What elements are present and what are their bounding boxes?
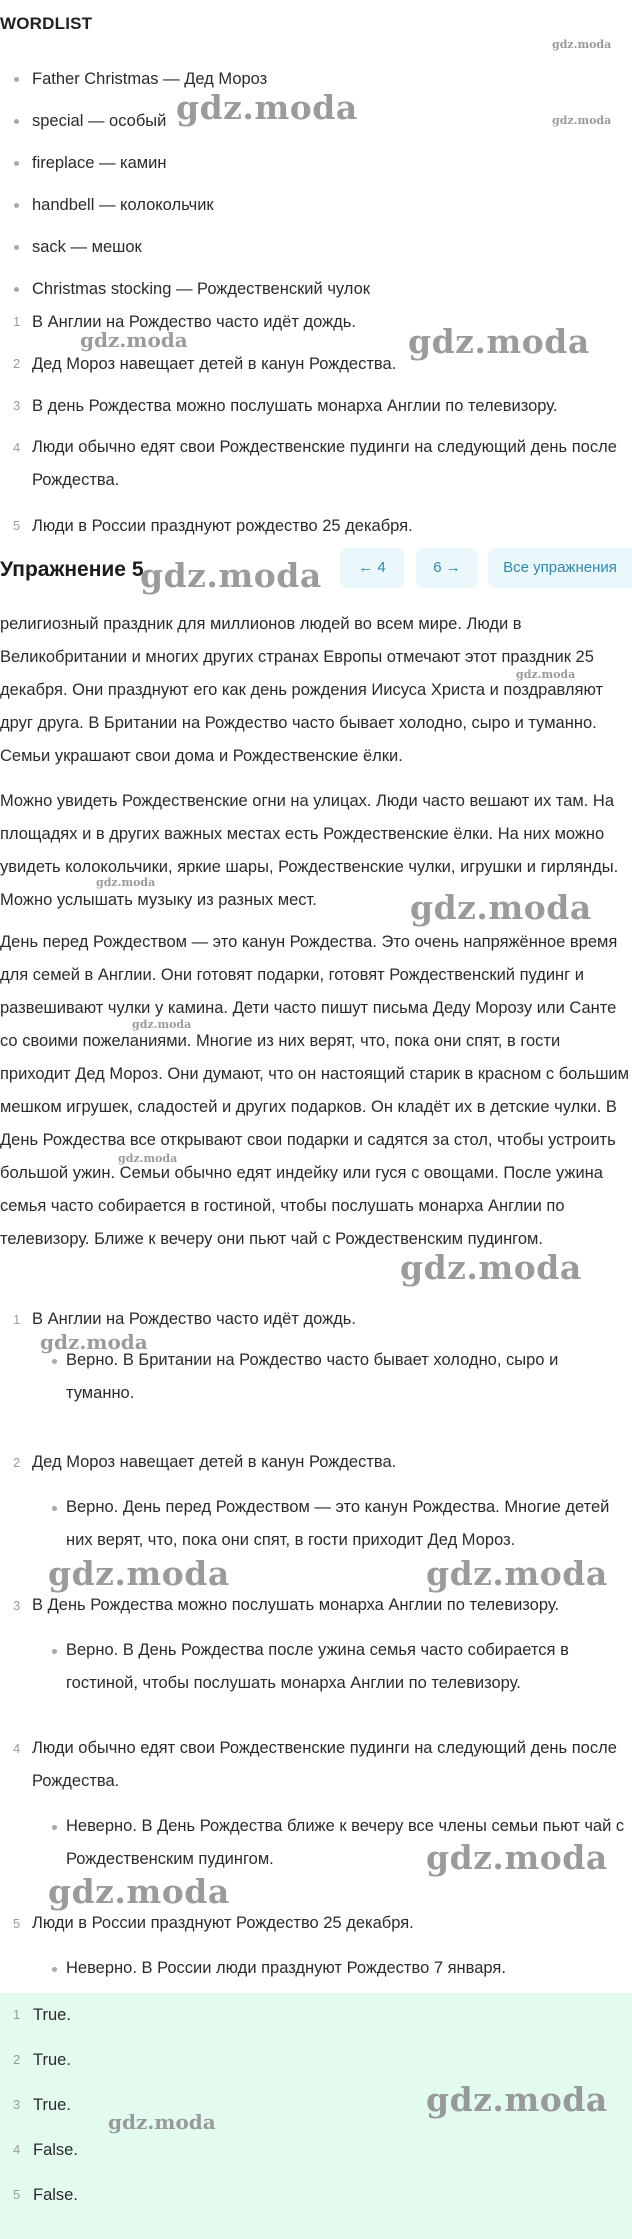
answer-explanation: Верно. В Британии на Рождество часто бывает холодно, сыро и туманно. bbox=[0, 1344, 632, 1410]
exercise-title: Упражнение 5 bbox=[0, 558, 144, 581]
statement-text: Люди обычно едят свои Рождественские пудинги на следующий день после Рождества. bbox=[32, 438, 617, 489]
key-number: 2 bbox=[13, 2052, 21, 2067]
prev-exercise-button[interactable]: ← 4 bbox=[340, 548, 404, 588]
answer-explanation: Верно. День перед Рождеством — это канун Рождества. Многие детей них верят, что, пока они спят, в гости приходит Дед Мороз. bbox=[0, 1491, 632, 1557]
answer-question bbox=[0, 1589, 632, 1622]
statement-item bbox=[0, 505, 632, 547]
statement-number: 4 bbox=[13, 440, 21, 455]
answer-question-text: Люди обычно едят свои Рождественские пудинги на следующий день после Рождества. bbox=[32, 1739, 617, 1790]
statement-number: 3 bbox=[13, 398, 21, 413]
watermark: gdz.moda bbox=[426, 1554, 608, 1593]
answer-number: 5 bbox=[13, 1916, 21, 1931]
answer-item bbox=[0, 1446, 632, 1557]
statement-text: Дед Мороз навещает детей в канун Рождества. bbox=[32, 355, 397, 373]
watermark: gdz.moda bbox=[410, 888, 592, 927]
key-number: 5 bbox=[13, 2187, 21, 2202]
key-value: True. bbox=[33, 2006, 71, 2024]
watermark: gdz.moda bbox=[140, 556, 322, 595]
answer-number: 4 bbox=[13, 1741, 21, 1756]
statement-item bbox=[0, 343, 632, 385]
answer-key bbox=[0, 1993, 632, 2239]
watermark: gdz.moda bbox=[108, 2110, 216, 2134]
watermark: gdz.moda bbox=[80, 328, 188, 352]
answer-question bbox=[0, 1907, 632, 1940]
key-number: 1 bbox=[13, 2007, 21, 2022]
key-item bbox=[0, 2083, 632, 2127]
text-paragraph: Можно увидеть Рождественские огни на улицах. Люди часто вешают их там. На площадях и в других важных местах есть Рождественские ёлки. На них можно увидеть колокольчики, яркие шары, Рождественские чулки, игрушки и гирлянды. Можно услышать музыку из разных мест. bbox=[0, 792, 619, 909]
watermark: gdz.moda bbox=[132, 1018, 192, 1031]
watermark: gdz.moda bbox=[48, 1554, 230, 1593]
key-value: True. bbox=[33, 2096, 71, 2114]
wordlist-item: sack — мешок bbox=[0, 226, 632, 268]
answer-explanation: Верно. В День Рождества после ужина семья часто собирается в гостиной, чтобы послушать монарха Англии по телевизору. bbox=[0, 1634, 632, 1700]
statement-number: 5 bbox=[13, 518, 21, 533]
answer-question bbox=[0, 1446, 632, 1479]
watermark: gdz.moda bbox=[118, 1152, 178, 1165]
answer-explanation: Неверно. В День Рождества ближе к вечеру все члены семьи пьют чай с Рождественским пудингом. bbox=[0, 1810, 632, 1876]
key-value: False. bbox=[33, 2186, 78, 2204]
watermark: gdz.moda bbox=[96, 876, 156, 889]
answer-question-text: В Англии на Рождество часто идёт дождь. bbox=[32, 1310, 356, 1328]
text-paragraph: День перед Рождеством — это канун Рождества. Это очень напряжённое время для семей в Англии. Они готовят подарки, готовят Рождественский пудинг и развешивают чулки у камина. Дети часто пишут письма Деду Морозу или Санте со своими пожеланиями. Многие из них верят, что, пока они спят, в гости приходит Дед Мороз. Они думают, что он настоящий старик в красном с большим мешком игрушек, сладостей и других подарков. Он кладёт их в детские чулки. В День Рождества все открывают свои подарки и садятся за стол, чтобы устроить большой ужин. Семьи обычно едят индейку или гуся с овощами. После ужина семья часто собирается в гостиной, чтобы послушать монарха Англии по телевизору. Ближе к вечеру они пьют чай с Рождественским пудингом. bbox=[0, 933, 629, 1248]
answer-question bbox=[0, 1303, 632, 1336]
wordlist-title: WORDLIST bbox=[0, 14, 93, 33]
statement-number: 1 bbox=[13, 314, 21, 329]
statement-text: В Англии на Рождество часто идёт дождь. bbox=[32, 313, 356, 331]
wordlist-item: handbell — колокольчик bbox=[0, 184, 632, 226]
key-value: False. bbox=[33, 2141, 78, 2159]
answer-number: 3 bbox=[13, 1598, 21, 1613]
statement-number: 2 bbox=[13, 356, 21, 371]
watermark: gdz.moda bbox=[552, 38, 612, 51]
wordlist-item: special — особый bbox=[0, 100, 632, 142]
answer-number: 1 bbox=[13, 1312, 21, 1327]
watermark: gdz.moda bbox=[426, 2080, 608, 2119]
wordlist-item: fireplace — камин bbox=[0, 142, 632, 184]
key-item bbox=[0, 1993, 632, 2037]
watermark: gdz.moda bbox=[552, 114, 612, 127]
statement-item bbox=[0, 385, 632, 427]
wordlist-item: Christmas stocking — Рождественский чулок bbox=[0, 268, 632, 310]
watermark: gdz.moda bbox=[176, 88, 358, 127]
statement-text: Люди в России празднуют рождество 25 декабря. bbox=[32, 517, 413, 535]
answer-item bbox=[0, 1732, 632, 1876]
key-value: True. bbox=[33, 2051, 71, 2069]
watermark: gdz.moda bbox=[48, 1872, 230, 1911]
answer-item bbox=[0, 1303, 632, 1410]
answer-question-text: Дед Мороз навещает детей в канун Рождества. bbox=[32, 1453, 397, 1471]
statement-list bbox=[0, 301, 632, 547]
wordlist bbox=[0, 58, 632, 310]
watermark: gdz.moda bbox=[516, 668, 576, 681]
statement-item bbox=[0, 427, 632, 505]
answer-question-text: Люди в России празднуют Рождество 25 декабря. bbox=[32, 1914, 414, 1932]
answer-explanation: Неверно. В России люди празднуют Рождество 7 января. bbox=[0, 1952, 632, 1985]
all-exercises-button[interactable]: Все упражнения bbox=[488, 548, 632, 588]
answer-item bbox=[0, 1589, 632, 1700]
answer-question-text: В День Рождества можно послушать монарха Англии по телевизору. bbox=[32, 1596, 560, 1614]
text-paragraph: религиозный праздник для миллионов людей во всем мире. Люди в Великобритании и многих других странах Европы отмечают этот праздник 25 декабря. Они празднуют его как день рождения Иисуса Христа и поздравляют друг друга. В Британии на Рождество часто бывает холодно, сыро и туманно. Семьи украшают свои дома и Рождественские ёлки. bbox=[0, 615, 604, 765]
watermark: gdz.moda bbox=[400, 1248, 582, 1287]
key-item bbox=[0, 2173, 632, 2217]
next-exercise-button[interactable]: 6 → bbox=[416, 548, 478, 588]
watermark: gdz.moda bbox=[40, 1330, 148, 1354]
answer-item bbox=[0, 1907, 632, 1985]
statement-item bbox=[0, 301, 632, 343]
wordlist-item: Father Christmas — Дед Мороз bbox=[0, 58, 632, 100]
watermark: gdz.moda bbox=[408, 322, 590, 361]
key-number: 4 bbox=[13, 2142, 21, 2157]
statement-text: В день Рождества можно послушать монарха Англии по телевизору. bbox=[32, 397, 558, 415]
key-item bbox=[0, 2038, 632, 2082]
answer-question bbox=[0, 1732, 632, 1798]
watermark: gdz.moda bbox=[426, 1838, 608, 1877]
key-item bbox=[0, 2128, 632, 2172]
answer-number: 2 bbox=[13, 1455, 21, 1470]
key-number: 3 bbox=[13, 2097, 21, 2112]
